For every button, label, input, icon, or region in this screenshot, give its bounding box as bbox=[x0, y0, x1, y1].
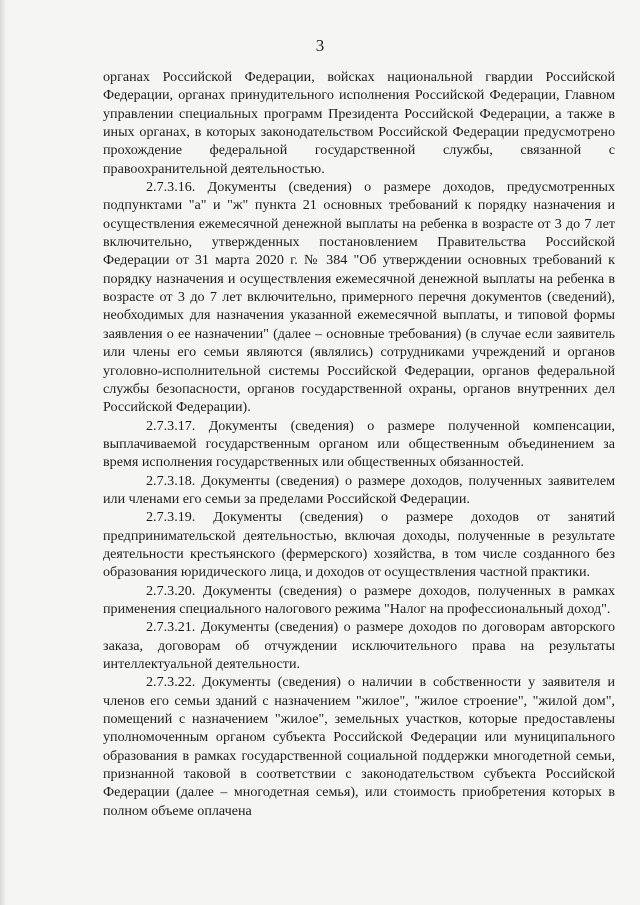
paragraph-continuation: органах Российской Федерации, войсках национальной гвардии Российской Федерации, органах принудительного исполнения Российской Федерации, Главном управлении специальных программ Президента Российской Федерации, а также в иных органах, в которых законодательством Российской Федерации предусмотрено прохождение федеральной государственной службы, связанной с правоохранительной деятельностью. bbox=[103, 69, 615, 177]
document-body bbox=[103, 68, 615, 820]
paragraph-2-7-3-21: 2.7.3.21. Документы (сведения) о размере доходов по договорам авторского заказа, договорам об отчуждении исключительного права на результаты интеллектуальной деятельности. bbox=[103, 619, 615, 672]
paragraph-2-7-3-16: 2.7.3.16. Документы (сведения) о размере доходов, предусмотренных подпунктами "а" и "ж" пункта 21 основных требований к порядку назначения и осуществления ежемесячной денежной выплаты на ребенка в возрасте от 3 до 7 лет включительно, утвержденных постановлением Правительства Российской Федерации от 31 марта 2020 г. № 384 "Об утверждении основных требований к порядку назначения и осуществления ежемесячной денежной выплаты на ребенка в возрасте от 3 до 7 лет включительно, примерного перечня документов (сведений), необходимых для назначения указанной ежемесячной выплаты, и типовой формы заявления о ее назначении" (далее – основные требования) (в случае если заявитель или члены его семьи являются (являлись) сотрудниками учреждений и органов уголовно-исполнительной системы Российской Федерации, органов федеральной службы безопасности, органов государственной охраны, органов внутренних дел Российской Федерации). bbox=[103, 179, 615, 416]
paragraph-2-7-3-19: 2.7.3.19. Документы (сведения) о размере доходов от занятий предпринимательской деятельностью, включая доходы, полученные в результате деятельности крестьянского (фермерского) хозяйства, в том числе созданного без образования юридического лица, и доходов от осуществления частной практики. bbox=[103, 509, 615, 581]
page-number: 3 bbox=[315, 36, 325, 55]
paragraph-2-7-3-17: 2.7.3.17. Документы (сведения) о размере полученной компенсации, выплачиваемой государственным органом или общественным объединением за время исполнения государственных или общественных обязанностей. bbox=[103, 417, 615, 471]
paragraph-2-7-3-20: 2.7.3.20. Документы (сведения) о размере доходов, полученных в рамках применения специального налогового режима "Налог на профессиональный доход". bbox=[103, 582, 615, 617]
scan-edge-shadow bbox=[0, 0, 6, 905]
paragraph-2-7-3-18: 2.7.3.18. Документы (сведения) о размере доходов, полученных заявителем или членами его семьи за пределами Российской Федерации. bbox=[103, 472, 615, 507]
paragraph-2-7-3-22: 2.7.3.22. Документы (сведения) о наличии в собственности у заявителя и членов его семьи зданий с назначением "жилое", "жилое строение", "жилой дом", помещений с назначением "жилое", земельных участков, которые предоставлены уполномоченным органом субъекта Российской Федерации или муниципального образования в рамках государственной социальной поддержки многодетной семьи, признанной таковой в соответствии с законодательством субъекта Российской Федерации (далее – многодетная семья), или стоимость приобретения которых в полном объеме оплачена bbox=[103, 674, 615, 819]
